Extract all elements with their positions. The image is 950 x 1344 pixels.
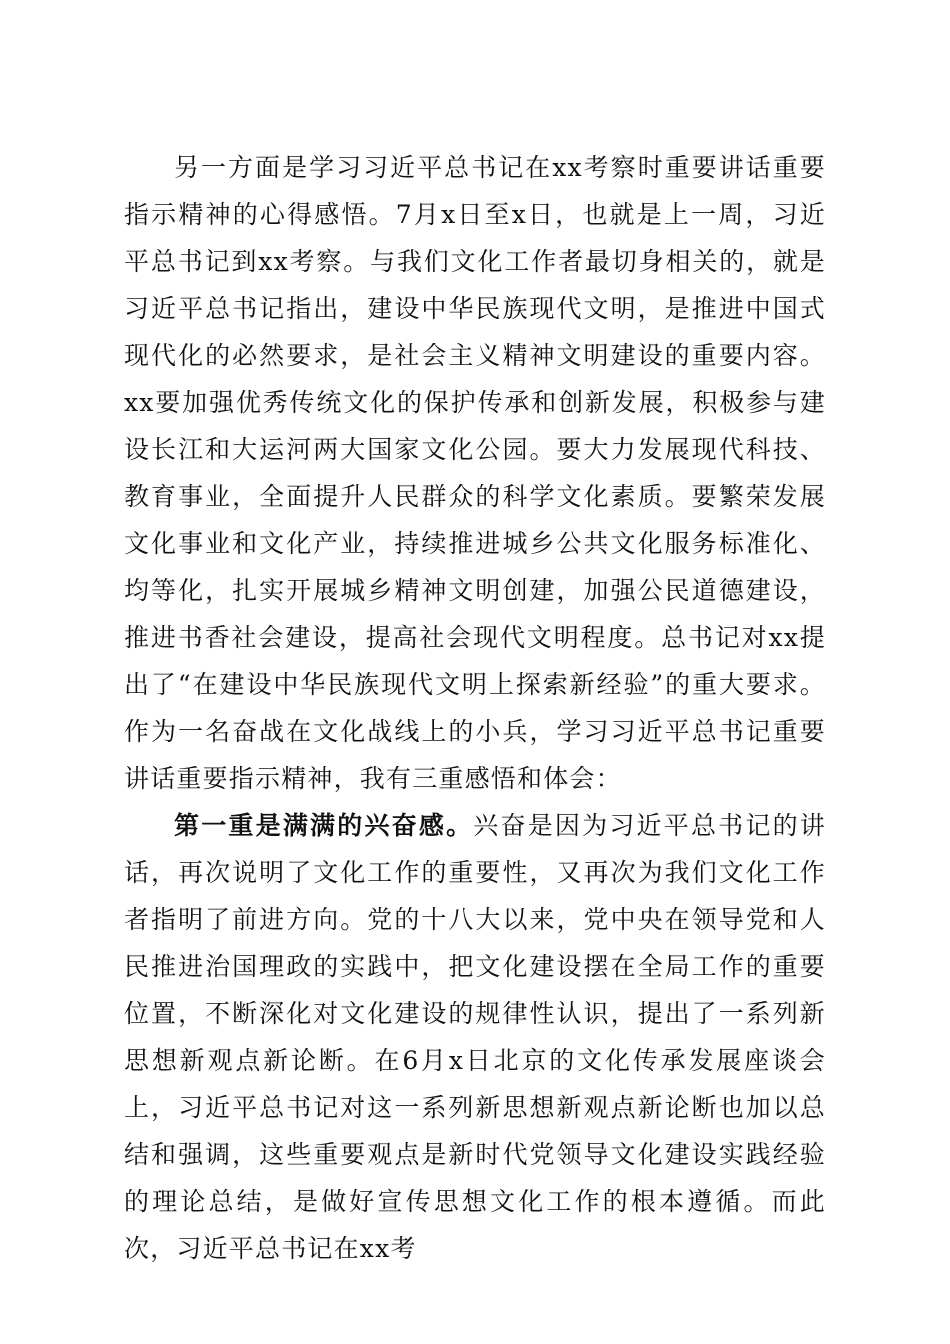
paragraph-1 (124, 144, 826, 802)
paragraph-2-lead: 第一重是满满的兴奋感。 (174, 811, 474, 840)
document-body (124, 144, 826, 1272)
paragraph-2 (124, 802, 826, 1272)
paragraph-1-text: 另一方面是学习习近平总书记在xx考察时重要讲话重要指示精神的心得感悟。7月x日至x日，也就是上一周，习近平总书记到xx考察。与我们文化工作者最切身相关的，就是习近平总书记指出，建设中华民族现代文明，是推进中国式现代化的必然要求，是社会主义精神文明建设的重要内容。xx要加强优秀传统文化的保护传承和创新发展，积极参与建设长江和大运河两大国家文化公园。要大力发展现代科技、教育事业，全面提升人民群众的科学文化素质。要繁荣发展文化事业和文化产业，持续推进城乡公共文化服务标准化、均等化，扎实开展城乡精神文明创建，加强公民道德建设，推进书香社会建设，提高社会现代文明程度。总书记对xx提出了“在建设中华民族现代文明上探索新经验”的重大要求。作为一名奋战在文化战线上的小兵，学习习近平总书记重要讲话重要指示精神，我有三重感悟和体会： (124, 153, 826, 793)
paragraph-2-text: 兴奋是因为习近平总书记的讲话，再次说明了文化工作的重要性，又再次为我们文化工作者指明了前进方向。党的十八大以来，党中央在领导党和人民推进治国理政的实践中，把文化建设摆在全局工作的重要位置，不断深化对文化建设的规律性认识，提出了一系列新思想新观点新论断。在6月x日北京的文化传承发展座谈会上，习近平总书记对这一系列新思想新观点新论断也加以总结和强调，这些重要观点是新时代党领导文化建设实践经验的理论总结，是做好宣传思想文化工作的根本遵循。而此次，习近平总书记在xx考 (124, 811, 826, 1263)
